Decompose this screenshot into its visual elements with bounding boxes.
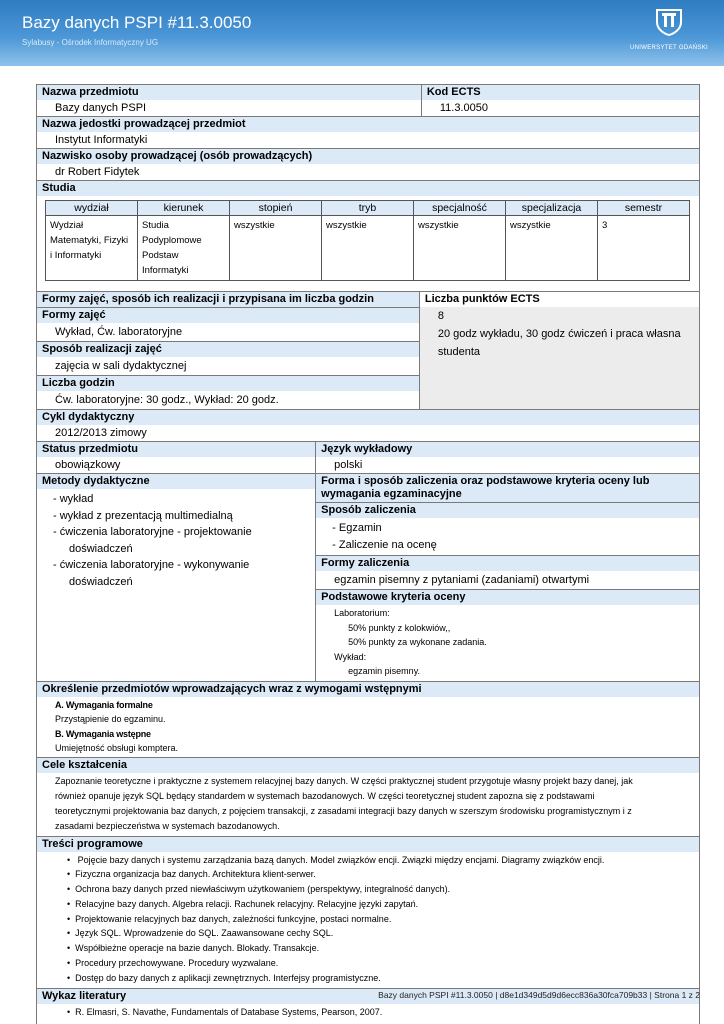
ects-points-desc: studenta	[437, 346, 481, 358]
prereq-body: A. Wymagania formalne Przystąpienie do egzaminu. B. Wymagania wstępne Umiejętność obsługi komptera.	[55, 699, 179, 753]
literature-list	[37, 1004, 699, 1024]
studia-cell-wydzial: Wydział Matematyki, Fizyki i Informatyki	[46, 216, 138, 281]
literature-label: Wykaz literatury	[37, 989, 699, 1004]
studia-label: Studia	[37, 181, 699, 196]
table-row	[46, 216, 690, 281]
forms-section	[37, 291, 699, 409]
form-value: egzamin pisemny z pytaniami (zadaniami) otwartymi	[334, 574, 590, 586]
program-list	[37, 852, 699, 988]
goals-text: Zapoznanie teoretyczne i praktyczne z systemem relacyjnej bazy danych. W części praktycznej student przygotuje własny projekt bazy danej, jak również opanuje język SQL będący standardem w systemach bazodanowych. W części teoretycznej student zapozna się z podstawami teoretycznymi projektowania baz danych, z pojęciem transakcji, z zasadami integracji bazy danych w szerszym środowisku programistycznym i z zasadami bezpieczeństwa w systemach bazodanowych.	[55, 775, 633, 831]
studia-col-header: tryb	[322, 201, 414, 216]
methods-assessment-row	[37, 473, 699, 681]
lecturer-label: Nazwisko osoby prowadzącej (osób prowadzących)	[37, 149, 699, 164]
hours-label: Liczba godzin	[37, 375, 419, 391]
studia-cell-stopien: wszystkie	[230, 216, 322, 281]
method-label: Sposób realizacji zajęć	[37, 341, 419, 357]
criteria-label: Podstawowe kryteria oceny	[316, 589, 699, 605]
list-item: doświadczeń	[69, 542, 133, 555]
prereq-label: Określenie przedmiotów wprowadzających wraz z wymogami wstępnymi	[37, 682, 699, 697]
studia-table	[45, 200, 690, 281]
assessment-label: Forma i sposób zaliczenia oraz podstawowe kryteria oceny lub wymagania egzaminacyjne	[316, 474, 699, 502]
list-item: • Dostęp do bazy danych z aplikacji zewnętrznych. Interfejsy programistyczne.	[67, 971, 694, 986]
ects-code: 11.3.0050	[439, 102, 488, 114]
ects-points-label: Liczba punktów ECTS	[420, 292, 699, 307]
methods-label: Metody dydaktyczne	[37, 474, 315, 489]
way-list	[316, 518, 699, 555]
page-subtitle: Sylabusy - Ośrodek Informatyczny UG	[22, 38, 159, 47]
status-language-row	[37, 441, 699, 473]
list-item: • Współbieżne operacje na bazie danych. Blokady. Transakcje.	[67, 941, 694, 956]
studia-col-header: kierunek	[138, 201, 230, 216]
studia-cell-tryb: wszystkie	[322, 216, 414, 281]
ects-points-desc: 20 godz wykładu, 30 godz ćwiczeń i praca własna	[437, 328, 681, 340]
method-value: zajęcia w sali dydaktycznej	[55, 360, 187, 372]
studia-cell-specjalizacja: wszystkie	[506, 216, 598, 281]
list-item: doświadczeń	[69, 575, 133, 588]
page-header	[0, 0, 724, 66]
criteria-list: Laboratorium: 50% punkty z kolokwiów,, 50% punkty za wykonane zadania. Wykład: egzamin pisemny.	[334, 608, 487, 676]
university-logo	[628, 8, 710, 51]
way-label: Sposób zaliczenia	[316, 502, 699, 518]
studia-col-header: stopień	[230, 201, 322, 216]
studia-col-header: wydział	[46, 201, 138, 216]
list-item: • R. Elmasri, S. Navathe, Fundamentals of Database Systems, Pearson, 2007.	[67, 1005, 694, 1020]
list-item: • Relacyjne bazy danych. Algebra relacji. Rachunek relacyjny. Relacyjne języki zapytań.	[67, 897, 694, 912]
lecturer-value: dr Robert Fidytek	[55, 166, 140, 178]
course-name: Bazy danych PSPI	[55, 102, 147, 114]
list-item: • Projektowanie relacyjnych baz danych, zależności funkcyjne, postaci normalne.	[67, 912, 694, 927]
syllabus-table	[36, 84, 700, 1024]
language-label: Język wykładowy	[316, 442, 699, 457]
page-footer: Bazy danych PSPI #11.3.0050 | d8e1d349d5d9d6ecc836a30fca709b33 | Strona 1 z 2	[378, 990, 700, 1000]
studia-col-header: specjalizacja	[506, 201, 598, 216]
list-item: • Procedury przechowywane. Procedury wyzwalane.	[67, 956, 694, 971]
studia-col-header: semestr	[598, 201, 690, 216]
forms-section-label: Formy zajęć, sposób ich realizacji i przypisana im liczba godzin	[37, 292, 419, 307]
program-label: Treści programowe	[37, 837, 699, 852]
ects-code-label: Kod ECTS	[422, 85, 699, 100]
list-item: - ćwiczenia laboratoryjne - wykonywanie	[53, 559, 250, 571]
list-item: - ćwiczenia laboratoryjne - projektowanie	[53, 526, 252, 538]
unit-value: Instytut Informatyki	[55, 134, 148, 146]
cycle-value: 2012/2013 zimowy	[55, 427, 147, 439]
course-name-row	[37, 85, 699, 116]
studia-cell-semestr: 3	[598, 216, 690, 281]
university-crest-icon	[653, 8, 685, 36]
course-name-label: Nazwa przedmiotu	[37, 85, 421, 100]
goals-label: Cele kształcenia	[37, 758, 699, 773]
list-item: • Pojęcie bazy danych i systemu zarządzania bazą danych. Model związków encji. Związki między encjami. Diagramy związków encji.	[67, 853, 694, 868]
university-name: UNIWERSYTET GDAŃSKI	[630, 45, 708, 51]
list-item: - wykład	[53, 493, 94, 505]
forms-value: Wykład, Ćw. laboratoryjne	[55, 326, 183, 338]
studia-cell-kierunek: Studia Podyplomowe Podstaw Informatyki	[138, 216, 230, 281]
page-title: Bazy danych PSPI #11.3.0050	[22, 13, 252, 32]
cycle-label: Cykl dydaktyczny	[37, 410, 699, 425]
studia-col-header: specjalność	[414, 201, 506, 216]
status-label: Status przedmiotu	[37, 442, 315, 457]
status-value: obowiązkowy	[55, 459, 121, 471]
language-value: polski	[334, 459, 363, 471]
list-item: • Język SQL. Wprowadzenie do SQL. Zaawansowane cechy SQL.	[67, 926, 694, 941]
list-item: • Fizyczna organizacja baz danych. Architektura klient-serwer.	[67, 867, 694, 882]
unit-label: Nazwa jedostki prowadzącej przedmiot	[37, 117, 699, 132]
list-item: - wykład z prezentacją multimedialną	[53, 509, 233, 522]
methods-list	[37, 489, 315, 592]
ects-points-value: 8	[437, 310, 444, 322]
studia-cell-specjalnosc: wszystkie	[414, 216, 506, 281]
forms-label: Formy zajęć	[37, 307, 419, 323]
form-label: Formy zaliczenia	[316, 555, 699, 571]
list-item: • Ochrona bazy danych przed niewłaściwym użytkowaniem (perspektywy, integralność danych).	[67, 882, 694, 897]
list-item: - Zaliczenie na ocenę	[332, 538, 437, 551]
hours-value: Ćw. laboratoryjne: 30 godz., Wykład: 20 godz.	[55, 394, 279, 406]
list-item: - Egzamin	[332, 522, 382, 534]
